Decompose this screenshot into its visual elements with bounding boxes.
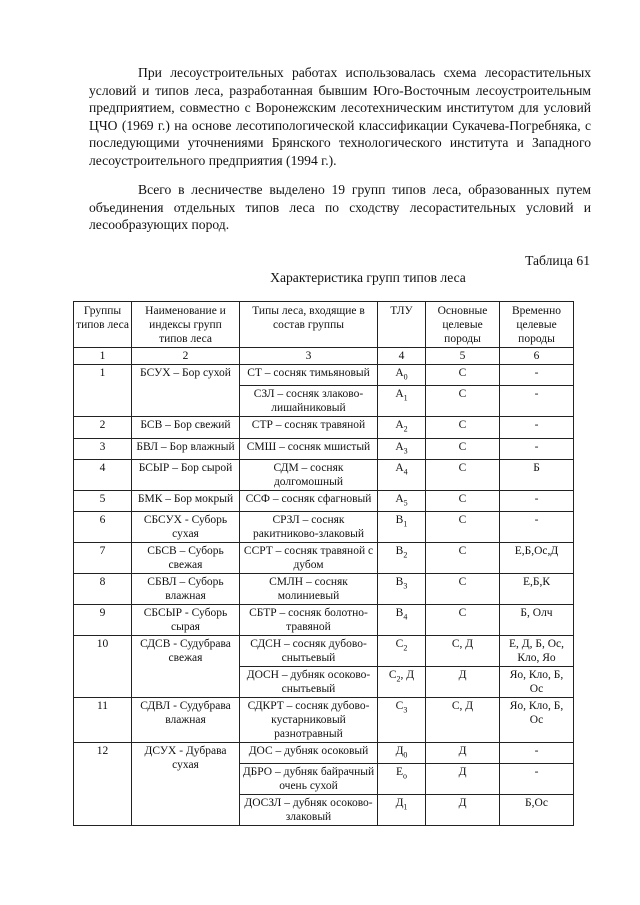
tlu-cell [378, 636, 426, 667]
header-group-name: Наименование и индексы групп типов леса [132, 302, 240, 348]
table-row [74, 438, 574, 459]
main-species-cell: С [426, 574, 500, 605]
group-name-cell: СДСВ - Судубрава свежая [132, 636, 240, 698]
temporary-species-cell: Б [500, 459, 574, 490]
table-row [74, 459, 574, 490]
tlu-letter: Д [395, 745, 404, 758]
main-species-cell: С [426, 417, 500, 438]
tlu-subscript: 2 [403, 643, 408, 653]
forest-type-cell: СБТР – сосняк болотно-травяной [240, 605, 378, 636]
forest-types-table [73, 301, 574, 826]
group-name-cell: СБСУХ - Суборь сухая [132, 512, 240, 543]
tlu-extra: , Д [400, 669, 415, 682]
group-name-cell: СБСЫР - Суборь сырая [132, 605, 240, 636]
tlu-cell [378, 459, 426, 490]
tlu-cell [378, 698, 426, 743]
tlu-cell [378, 365, 426, 386]
table-row [74, 365, 574, 386]
column-number: 2 [132, 348, 240, 365]
tlu-letter: А [395, 419, 404, 432]
forest-type-cell: ДОС – дубняк осоковый [240, 743, 378, 764]
temporary-species-cell: Е,Б,Ос,Д [500, 543, 574, 574]
temporary-species-cell: Б, Олч [500, 605, 574, 636]
intro-paragraph-2: Всего в лесничестве выделено 19 групп типов леса, образованных путем объединения отдельных типов леса по сходству лесорастительных условий и лесообразующих пород. [89, 182, 591, 233]
forest-type-cell: СМЛН – сосняк молиниевый [240, 574, 378, 605]
main-species-cell: С, Д [426, 636, 500, 667]
group-number-cell: 9 [74, 605, 132, 636]
table-row [74, 574, 574, 605]
tlu-subscript: 3 [403, 581, 408, 591]
group-number-cell: 10 [74, 636, 132, 698]
tlu-letter: В [395, 514, 404, 527]
table-number-label: Таблица 61 [525, 253, 590, 268]
group-number-cell: 1 [74, 365, 132, 417]
tlu-cell [378, 543, 426, 574]
header-forest-types: Типы леса, входящие в состав группы [240, 302, 378, 348]
forest-type-cell: СТ – сосняк тимьяновый [240, 365, 378, 386]
table-row [74, 417, 574, 438]
main-species-cell: С, Д [426, 698, 500, 743]
tlu-letter: В [395, 576, 404, 589]
temporary-species-cell: - [500, 438, 574, 459]
main-species-cell: С [426, 512, 500, 543]
forest-type-cell: ДОСН – дубняк осоково-снытьевый [240, 667, 378, 698]
main-species-cell: С [426, 365, 500, 386]
tlu-cell [378, 490, 426, 511]
tlu-letter: Д [395, 797, 404, 810]
header-tlu: ТЛУ [378, 302, 426, 348]
table-row [74, 543, 574, 574]
header-temporary-species: Временно целевые породы [500, 302, 574, 348]
main-species-cell: С [426, 490, 500, 511]
temporary-species-cell: Е,Б,К [500, 574, 574, 605]
tlu-subscript: 3 [403, 705, 408, 715]
temporary-species-cell: Б,Ос [500, 795, 574, 826]
temporary-species-cell: - [500, 490, 574, 511]
tlu-letter: С [395, 700, 404, 713]
main-species-cell: С [426, 459, 500, 490]
tlu-subscript: 2 [403, 550, 408, 560]
column-number-row [74, 348, 574, 365]
group-number-cell: 12 [74, 743, 132, 826]
tlu-subscript: 3 [403, 445, 408, 455]
group-number-cell: 8 [74, 574, 132, 605]
forest-type-cell: ССРТ – сосняк травяной с дубом [240, 543, 378, 574]
main-species-cell: Д [426, 743, 500, 764]
table-row [74, 490, 574, 511]
tlu-letter: А [395, 492, 404, 505]
group-number-cell: 4 [74, 459, 132, 490]
tlu-subscript: о [403, 771, 408, 781]
tlu-cell [378, 574, 426, 605]
column-number: 5 [426, 348, 500, 365]
temporary-species-cell: - [500, 386, 574, 417]
forest-type-cell: ДБРО – дубняк байрачный очень сухой [240, 764, 378, 795]
group-name-cell: БСЫР – Бор сырой [132, 459, 240, 490]
forest-type-cell: СДКРТ – сосняк дубово-кустарниковый разнотравный [240, 698, 378, 743]
forest-type-cell: СДМ – сосняк долгомошный [240, 459, 378, 490]
column-number: 3 [240, 348, 378, 365]
table-row [74, 636, 574, 667]
group-name-cell: СБВЛ – Суборь влажная [132, 574, 240, 605]
group-name-cell: ДСУХ - Дубрава сухая [132, 743, 240, 826]
group-number-cell: 5 [74, 490, 132, 511]
table-row [74, 605, 574, 636]
group-number-cell: 11 [74, 698, 132, 743]
temporary-species-cell: - [500, 512, 574, 543]
tlu-subscript: 0 [403, 750, 408, 760]
main-species-cell: С [426, 605, 500, 636]
temporary-species-cell: - [500, 743, 574, 764]
column-number: 4 [378, 348, 426, 365]
group-name-cell: СБСВ – Суборь свежая [132, 543, 240, 574]
group-number-cell: 3 [74, 438, 132, 459]
forest-type-cell: СТР – сосняк травяной [240, 417, 378, 438]
forest-type-cell: СМШ – сосняк мшистый [240, 438, 378, 459]
forest-type-cell: СДСН – сосняк дубово-снытьевый [240, 636, 378, 667]
group-name-cell: БВЛ – Бор влажный [132, 438, 240, 459]
tlu-letter: Е [395, 766, 404, 779]
temporary-species-cell: Яо, Кло, Б, Ос [500, 667, 574, 698]
tlu-cell [378, 438, 426, 459]
main-species-cell: С [426, 543, 500, 574]
tlu-subscript: 1 [403, 393, 408, 403]
group-number-cell: 7 [74, 543, 132, 574]
intro-paragraph-1: При лесоустроительных работах использовалась схема лесорастительных условий и типов леса, разработанная бывшим Юго-Восточным лесоустроительным предприятием, совместно с Воронежским лесотехническим институтом для условий ЦЧО (1969 г.) на основе лесотипологической классификации Сукачева-Погребняка, с последующими уточнениями Брянского технологического института и Западного лесоустроительного предприятия (1994 г.). [89, 65, 591, 168]
tlu-cell [378, 743, 426, 764]
tlu-cell [378, 795, 426, 826]
column-number: 6 [500, 348, 574, 365]
temporary-species-cell: Яо, Кло, Б, Ос [500, 698, 574, 743]
tlu-cell [378, 764, 426, 795]
tlu-subscript: 4 [403, 467, 408, 477]
tlu-letter: В [395, 545, 404, 558]
table-row [74, 512, 574, 543]
tlu-letter: А [395, 461, 404, 474]
forest-type-cell: СРЗЛ – сосняк ракитниково-злаковый [240, 512, 378, 543]
group-number-cell: 6 [74, 512, 132, 543]
tlu-letter: С [395, 638, 404, 651]
tlu-subscript: 1 [403, 802, 408, 812]
main-species-cell: Д [426, 795, 500, 826]
header-group-number: Группы типов леса [74, 302, 132, 348]
tlu-subscript: 5 [403, 498, 408, 508]
main-species-cell: Д [426, 764, 500, 795]
main-species-cell: С [426, 386, 500, 417]
tlu-cell [378, 386, 426, 417]
temporary-species-cell: Е, Д, Б, Ос, Кло, Яо [500, 636, 574, 667]
temporary-species-cell: - [500, 417, 574, 438]
tlu-letter: А [395, 367, 404, 379]
tlu-subscript: 0 [403, 372, 408, 382]
tlu-letter: А [395, 440, 404, 453]
temporary-species-cell: - [500, 764, 574, 795]
tlu-cell [378, 667, 426, 698]
tlu-subscript: 2 [403, 424, 408, 434]
group-name-cell: БСУХ – Бор сухой [132, 365, 240, 417]
main-species-cell: С [426, 438, 500, 459]
table-row [74, 743, 574, 764]
tlu-cell [378, 512, 426, 543]
group-name-cell: СДВЛ - Судубрава влажная [132, 698, 240, 743]
tlu-subscript: 2 [396, 674, 401, 684]
group-number-cell: 2 [74, 417, 132, 438]
forest-type-cell: ССФ – сосняк сфагновый [240, 490, 378, 511]
table-header-row [74, 302, 574, 348]
tlu-letter: С [388, 669, 397, 682]
forest-type-cell: ДОСЗЛ – дубняк осоково-злаковый [240, 795, 378, 826]
tlu-cell [378, 417, 426, 438]
tlu-subscript: 4 [403, 612, 408, 622]
table-row [74, 698, 574, 743]
table-title: Характеристика групп типов леса [270, 270, 466, 285]
tlu-letter: А [395, 388, 404, 401]
main-species-cell: Д [426, 667, 500, 698]
tlu-letter: В [395, 607, 404, 620]
group-name-cell: БСВ – Бор свежий [132, 417, 240, 438]
tlu-cell [378, 605, 426, 636]
column-number: 1 [74, 348, 132, 365]
forest-type-cell: СЗЛ – сосняк злаково-лишайниковый [240, 386, 378, 417]
group-name-cell: БМК – Бор мокрый [132, 490, 240, 511]
header-main-species: Основные целевые породы [426, 302, 500, 348]
temporary-species-cell: - [500, 365, 574, 386]
tlu-subscript: 1 [403, 519, 408, 529]
